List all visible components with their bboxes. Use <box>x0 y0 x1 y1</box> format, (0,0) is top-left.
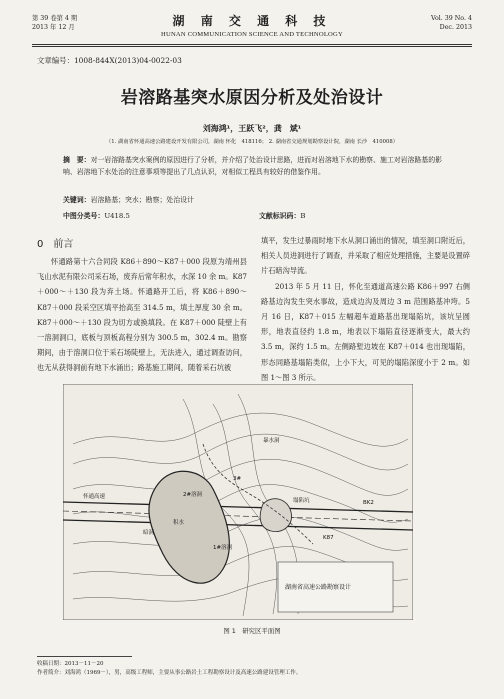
paper-affiliation: （1. 湖南省怀通高速公路建设开发有限公司，湖南 怀化 418116； 2. 湖南省交通规划勘察设计院，湖南 长沙 410008） <box>105 139 399 145</box>
clc-number <box>63 210 130 220</box>
document-code <box>259 210 305 220</box>
journal-name-cn: 湖 南 交 通 科 技 <box>172 14 332 28</box>
label-highway: 怀通高速 <box>83 494 106 500</box>
keywords <box>63 194 194 204</box>
article-id: 文章编号：1008-844X(2013)04-0022-03 <box>37 56 182 65</box>
label-cave-3: 3# <box>233 476 242 482</box>
header-volume-issue: 第 39 卷第 4 期 <box>32 15 78 22</box>
header-vol-no: Vol. 39 No. 4 <box>431 15 472 22</box>
clc-label: 中图分类号： <box>63 212 105 220</box>
footnote-author-bio: 作者简介：刘海鸿（1969－），男，高级工程师，主要从事公路岩土工程勘察设计及高速公路建设管理工作。 <box>37 670 302 676</box>
paper-title: 岩溶路基突水原因分析及处治设计 <box>120 88 384 108</box>
doc-code-value: B <box>300 212 306 220</box>
footnote <box>37 660 301 678</box>
label-sinkhole: 塌陷坑 <box>293 498 310 504</box>
header-rule <box>32 44 472 45</box>
left-column <box>37 254 247 376</box>
header-journal <box>142 12 362 38</box>
footnote-received-date: 收稿日期：2013－11－20 <box>37 661 104 667</box>
figure-caption: 图 1 研究区平面图 <box>223 627 281 635</box>
paragraph: 填平，发生过暴雨时地下水从洞口涌出的情况，填至洞口附近后，相关人员进洞进行了调查，并采取了相应处理措施，主要是设置碎片石暗沟导流。 <box>261 236 470 276</box>
label-flooded-cave: 暴水洞 <box>263 438 280 444</box>
doc-code-label: 文献标识码： <box>259 212 301 220</box>
header-volume <box>32 14 77 32</box>
label-cave-1: 1#溶洞 <box>213 545 233 551</box>
paper-authors: 刘海鸿¹，王跃飞²，龚 斌¹ <box>202 124 302 133</box>
section-heading: 0 前言 <box>37 239 74 250</box>
header-rule-thin <box>32 46 472 47</box>
header-date-cn: 2013 年 12 月 <box>32 24 75 31</box>
abstract <box>63 154 443 179</box>
paragraph: 2013 年 5 月 11 日，怀化至通道高速公路 K86＋997 右侧路基边沟发生突水事故，造成边沟及周边 3 m 范围路基冲垮。5 月 16 日，K87＋015 左幅超车道路基出现塌陷坑，该坑呈圆形，地表直径约 1.8 m，地表以下塌陷直径逐渐变大，最大约 3.5 m，深约 1.5 m。左侧路堑边坡在 K87＋014 也出现塌陷，形态同路基塌陷类似，上小下大，可见的塌陷深度小于 2 m。如图 1～图 3 所示。 <box>261 281 470 382</box>
label-bk2: BK2 <box>363 500 374 506</box>
legend-institute: 湖南省高速公路勘察设计 <box>285 584 352 591</box>
clc-value: U418.5 <box>104 212 130 220</box>
keywords-text: 岩溶路基；突水；勘察；处治设计 <box>90 196 194 204</box>
right-column <box>261 233 470 385</box>
label-dark-cave: 暗洞 <box>143 530 155 536</box>
keywords-label: 关键词： <box>63 196 91 204</box>
paragraph: 怀通路第十六合同段 K86＋890～K87＋000 段原为靖州县飞山水泥有限公司采石场，废弃后常年积水，水深 10 余 m。K87＋000～＋130 段为弃土场。怀通路开工后，将 K86＋890～K87＋000 段采空区填平抬高至 314.5 m，填土厚度 30 余 m。K87＋000～＋130 段为切方或换填段。在 K87＋000 陡壁上有一溶洞洞口，底板与顶板高程分别为 300.5 m，302.4 m。勘察期间，由于溶洞口位于采石场陡壁上，无法进入，通过调查访问，也无从获得洞前有地下水涌出；路基施工期间，随着采石坑被 <box>37 257 247 373</box>
header-vol-en <box>431 14 472 32</box>
abstract-label: 摘 要： <box>63 156 91 164</box>
header-date-en: Dec. 2013 <box>439 24 472 31</box>
footnote-rule <box>37 656 132 657</box>
abstract-text: 对一岩溶路基突水案例的原因进行了分析，并介绍了处治设计思路，进而对岩溶地下水的勘察、施工对岩溶路基的影响、岩溶地下水处治的注意事项等提出了几点认识，对相似工程具有较好的借鉴作用。 <box>63 156 442 177</box>
label-k87: K87 <box>323 535 334 541</box>
site-plan-figure <box>63 384 413 620</box>
label-cave-2: 2#溶洞 <box>183 492 203 498</box>
label-water: 积水 <box>173 520 185 526</box>
running-header <box>32 12 472 44</box>
journal-name-en: HUNAN COMMUNICATION SCIENCE AND TECHNOLOGY <box>161 31 343 38</box>
sinkhole-outline <box>260 499 291 532</box>
